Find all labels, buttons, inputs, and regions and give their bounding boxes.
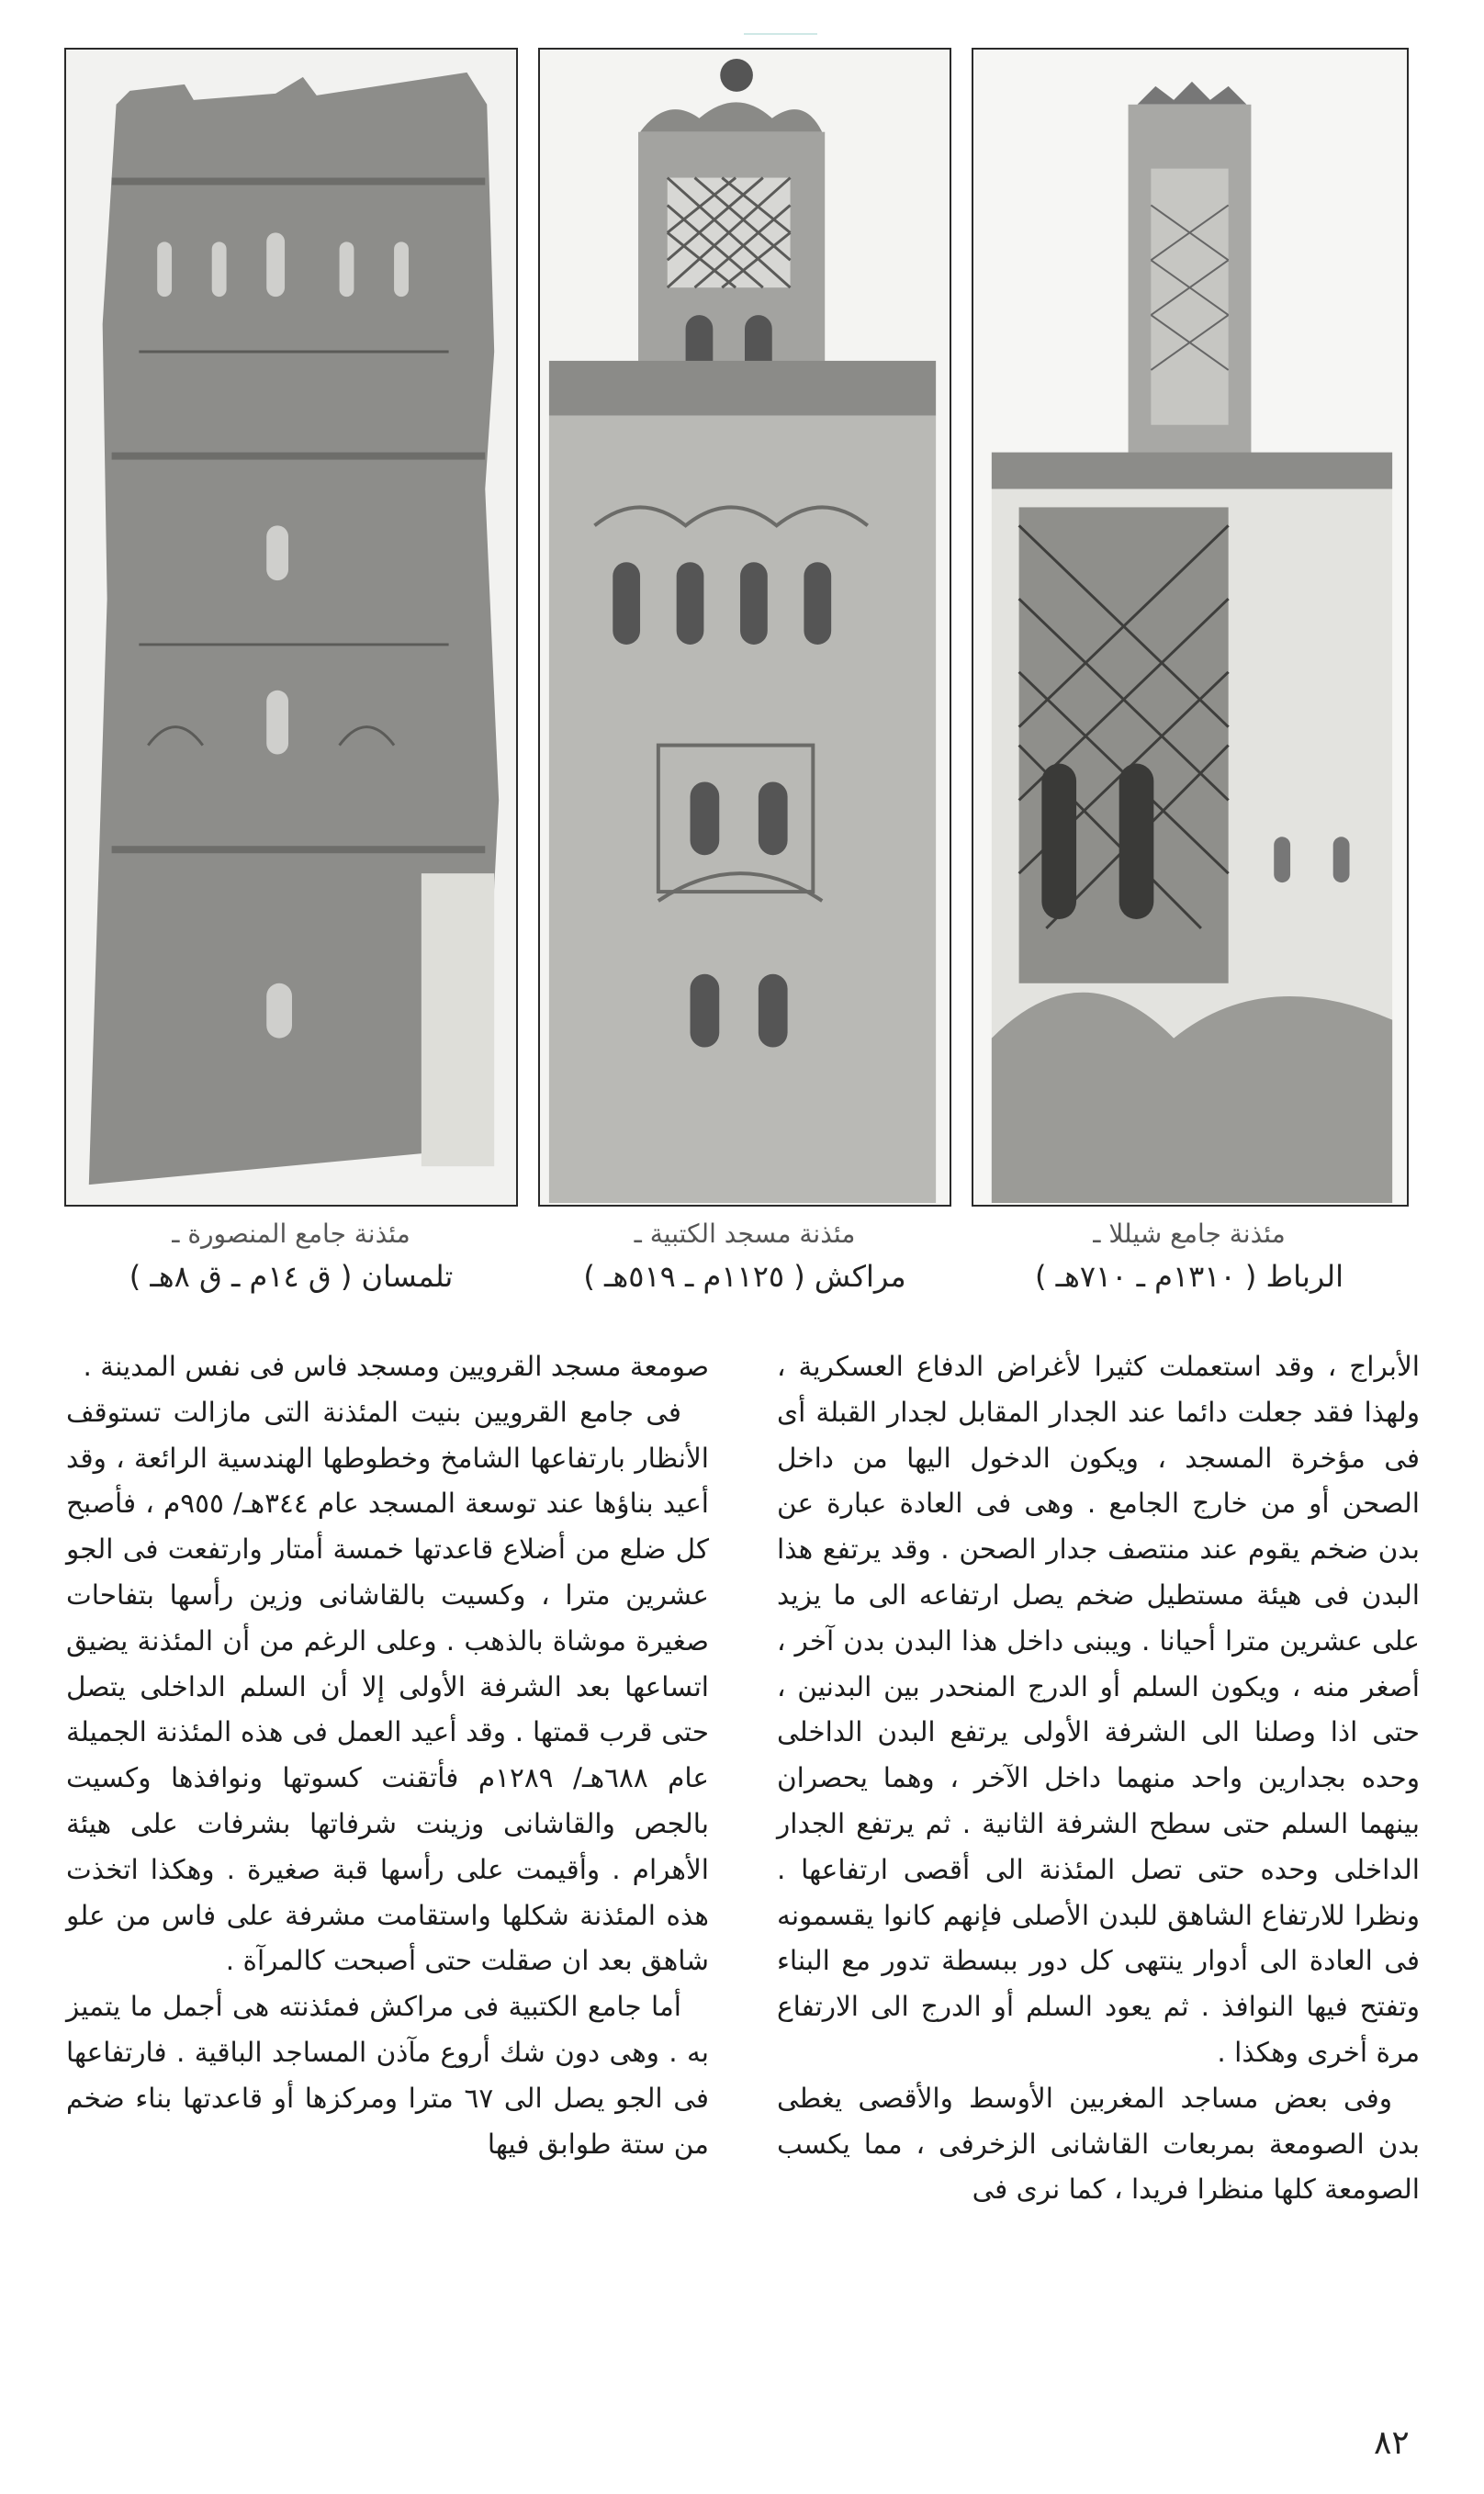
caption-location: الرباط ( ١٣١٠م ـ ٧١٠هـ ) [1034, 1259, 1344, 1294]
caption-mansura [66, 1214, 516, 1298]
caption-location: مراكش ( ١١٢٥م ـ ٥١٩هـ ) [583, 1259, 906, 1294]
caption-chellah [964, 1214, 1414, 1298]
paragraph: صومعة مسجد القرويين ومسجد فاس فى نفس المدينة . [83, 1351, 709, 1382]
text-column-left [66, 1344, 709, 2167]
chellah-minaret-illustration [973, 50, 1407, 1205]
caption-title: مئذنة مسجد الكتبية ـ [634, 1219, 856, 1249]
kutubiyya-minaret-illustration [540, 50, 950, 1205]
paragraph: الأبراج ، وقد استعملت كثيرا لأغراض الدفاع العسكرية ، ولهذا فقد جعلت دائما عند الجدار المقابل لجدار القبلة أى فى مؤخرة المسجد ، ويكون الدخول اليها من داخل الصحن أو من خارج الجامع . وهى فى العادة عبارة عن بدن ضخم يقوم عند منتصف جدار الصحن . وقد يرتفع هذا البدن فى هيئة مستطيل ضخم يصل ارتفاعه الى ما يزيد على عشرين مترا أحيانا . ويبنى داخل هذا البدن بدن آخر ، أصغر منه ، ويكون السلم أو الدرج المنحدر بين البدنين ، حتى اذا وصلنا الى الشرفة الأولى يرتفع البدن الداخلى وحده بجدارين واحد منهما داخل الآخر ، وهما يحصران بينهما السلم حتى سطح الشرفة الثانية . ثم يرتفع الجدار الداخلى وحده حتى تصل المئذنة الى أقصى ارتفاعها . ونظرا للارتفاع الشاهق للبدن الأصلى فإنهم كانوا يقسمونه فى العادة الى أدوار ينتهى كل دور ببسطة تدور مع البناء وتفتح فيها النوافذ . ثم يعود السلم أو الدرج الى الارتفاع مرة أخرى وهكذا . [777, 1351, 1420, 2068]
caption-location: تلمسان ( ق ١٤م ـ ق ٨هـ ) [129, 1259, 454, 1294]
caption-title: مئذنة جامع المنصورة ـ [172, 1219, 410, 1249]
mansura-minaret-illustration [66, 50, 516, 1205]
caption-title: مئذنة جامع شيللا ـ [1093, 1219, 1286, 1249]
paragraph: فى جامع القرويين بنيت المئذنة التى مازالت تستوقف الأنظار بارتفاعها الشامخ وخطوطها الهندسية الرائعة ، وقد أعيد بناؤها عند توسعة المسجد عام ٣٤٤هـ/ ٩٥٥م ، فأصبح كل ضلع من أضلاع قاعدتها خمسة أمتار وارتفعت فى الجو عشرين مترا ، وكسيت بالقاشانى وزين رأسها بتفاحات صغيرة موشاة بالذهب . وعلى الرغم من أن المئذنة يضيق اتساعها بعد الشرفة الأولى إلا أن السلم الداخلى يتصل حتى قرب قمتها . وقد أعيد العمل فى هذه المئذنة الجميلة عام ٦٨٨هـ/ ١٢٨٩م فأتقنت كسوتها ونوافذها وكسيت بالجص والقاشانى وزينت شرفاتها بشرفات على هيئة الأهرام . وأقيمت على رأسها قبة صغيرة . وهكذا اتخذت هذه المئذنة شكلها واستقامت مشرفة على فاس من علو شاهق بعد ان صقلت حتى أصبحت كالمرآة . [66, 1396, 710, 1977]
top-decorative-rule [744, 33, 817, 35]
text-column-right [777, 1344, 1420, 2213]
paragraph: أما جامع الكتبية فى مراكش فمئذنته هى أجمل ما يتميز به . وهى دون شك أروع مآذن المساجد الباقية . فارتفاعها فى الجو يصل الى ٦٧ مترا ومركزها أو قاعدتها بناء ضخم من ستة طوابق فيها [66, 1991, 709, 2160]
photo-mansura-minaret [64, 48, 518, 1207]
paragraph: وفى بعض مساجد المغربين الأوسط والأقصى يغطى بدن الصومعة بمربعات القاشانى الزخرفى ، مما يكسب الصومعة كلها منظرا فريدا ، كما نرى فى [777, 2082, 1420, 2206]
photo-chellah-minaret [972, 48, 1409, 1207]
caption-kutubiyya [520, 1214, 970, 1298]
page-number: ٨٢ [1374, 2424, 1410, 2462]
photo-kutubiyya-minaret [538, 48, 951, 1207]
